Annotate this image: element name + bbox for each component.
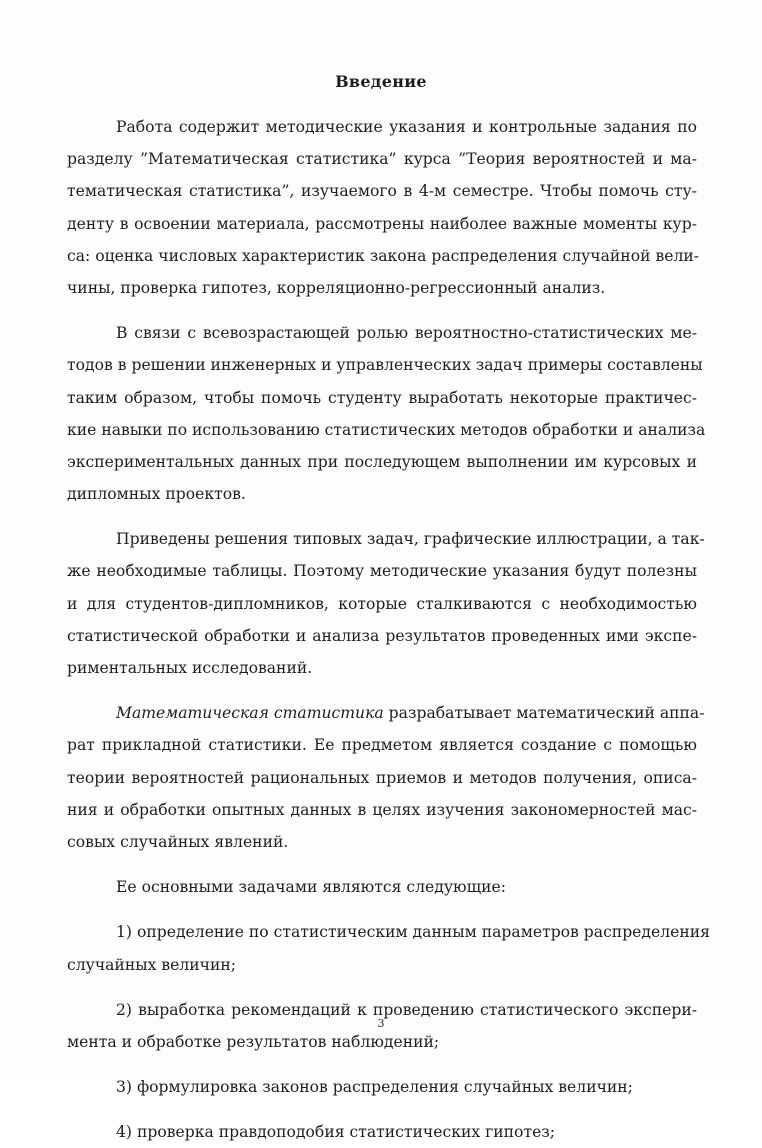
text-line: чины, проверка гипотез, корреляционно-регрессионный анализ. — [67, 278, 606, 297]
list-item-line: 2) выработка рекомендаций к проведению статистического экспери- — [116, 1000, 697, 1019]
text-line: дипломных проектов. — [67, 485, 246, 504]
text-line: тематическая статистика”, изучаемого в 4-м семестре. Чтобы помочь сту- — [67, 182, 697, 201]
page-title: Введение — [335, 72, 427, 91]
text-line: статистической обработки и анализа результатов проведенных ими экспе- — [67, 626, 697, 645]
text-fragment: разрабатывает математический аппа- — [383, 704, 705, 723]
text-line: Ее основными задачами являются следующие: — [116, 878, 507, 897]
list-item-line: 1) определение по статистическим данным параметров распределения — [116, 923, 711, 942]
paragraph-gap — [67, 903, 697, 916]
text-line: кие навыки по использованию статистических методов обработки и анализа — [67, 420, 706, 439]
paragraph-gap — [67, 1058, 697, 1071]
text-line: же необходимые таблицы. Поэтому методические указания будут полезны — [67, 562, 697, 581]
text-line: ния и обработки опытных данных в целях изучения закономерностей мас- — [67, 800, 697, 819]
text-line — [67, 697, 705, 729]
text-line: разделу ”Математическая статистика” курса ”Теория вероятностей и ма- — [67, 150, 697, 169]
list-item-line: случайных величин; — [67, 955, 237, 974]
text-line: са: оценка числовых характеристик закона распределения случайной вели- — [67, 246, 700, 265]
paragraph-gap — [67, 1103, 697, 1116]
text-line: экспериментальных данных при последующем выполнении им курсовых и — [67, 452, 697, 471]
paragraph-gap — [67, 510, 697, 523]
text-line: совых случайных явлений. — [67, 832, 289, 851]
text-line: Работа содержит методические указания и контрольные задания по — [116, 118, 697, 136]
italic-term: Математическая статистика — [116, 704, 384, 723]
page-number: 3 — [377, 1017, 385, 1030]
paragraph-gap — [67, 304, 697, 317]
paragraph-gap — [67, 981, 697, 994]
list-item-line: 4) проверка правдоподобия статистических гипотез; — [116, 1123, 556, 1142]
text-line: тодов в решении инженерных и управленческих задач примеры составлены — [67, 356, 703, 375]
body-text — [67, 111, 711, 1148]
paragraph-gap — [67, 684, 697, 697]
text-line: В связи с всевозрастающей ролью вероятностно-статистических ме- — [116, 324, 697, 343]
text-line: рат прикладной статистики. Ее предметом является создание с помощью — [67, 736, 697, 755]
text-line: денту в освоении материала, рассмотрены наиболее важные моменты кур- — [67, 214, 697, 233]
text-line: таким образом, чтобы помочь студенту выработать некоторые практичес- — [67, 388, 697, 407]
list-item-line: мента и обработке результатов наблюдений; — [67, 1032, 440, 1051]
text-line: Приведены решения типовых задач, графические иллюстрации, а так- — [116, 530, 705, 549]
text-line: теории вероятностей рациональных приемов и методов получения, описа- — [67, 768, 697, 787]
text-line: риментальных исследований. — [67, 659, 313, 677]
list-item-line: 3) формулировка законов распределения случайных величин; — [116, 1078, 633, 1097]
paragraph-gap — [67, 858, 697, 871]
text-line: и для студентов-дипломников, которые сталкиваются с необходимостью — [67, 594, 697, 613]
